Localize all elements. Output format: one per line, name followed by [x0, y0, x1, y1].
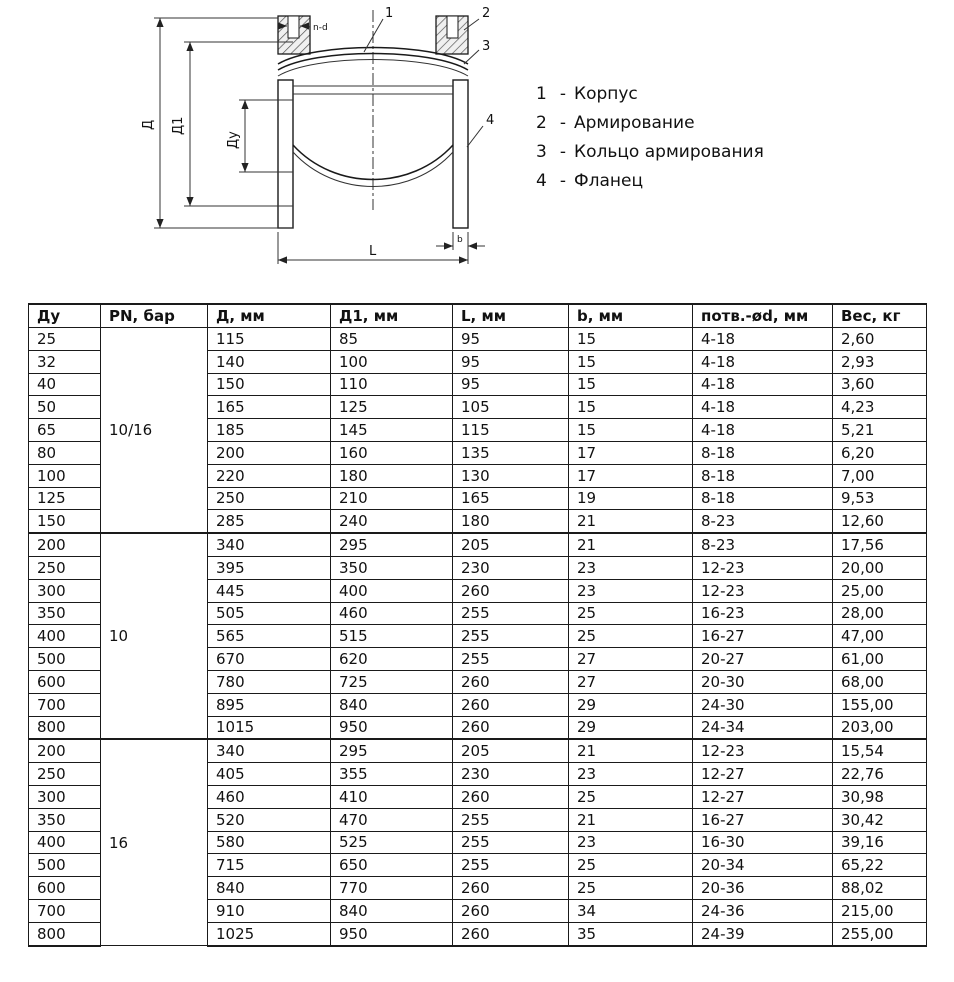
cell-b: 17 — [569, 464, 693, 487]
legend — [536, 84, 764, 200]
cell-holes: 8-18 — [693, 487, 833, 510]
cell-b: 25 — [569, 602, 693, 625]
cell-b: 23 — [569, 763, 693, 786]
cell-l: 260 — [453, 877, 569, 900]
cell-b: 29 — [569, 693, 693, 716]
dim-d — [141, 18, 293, 228]
cell-b: 34 — [569, 899, 693, 922]
cell-b: 27 — [569, 670, 693, 693]
cell-d1: 180 — [331, 464, 453, 487]
cell-l: 230 — [453, 763, 569, 786]
cell-d1: 210 — [331, 487, 453, 510]
cell-du: 40 — [29, 373, 101, 396]
cell-d1: 470 — [331, 808, 453, 831]
legend-item-dash: - — [559, 113, 567, 133]
dim-d1-label: Д1 — [171, 116, 186, 135]
cell-holes: 16-27 — [693, 625, 833, 648]
cell-b: 25 — [569, 785, 693, 808]
cell-holes: 16-23 — [693, 602, 833, 625]
cell-d: 445 — [208, 579, 331, 602]
callout-4 — [467, 113, 494, 147]
legend-item-number: 1 — [536, 84, 547, 104]
cell-l: 255 — [453, 854, 569, 877]
cell-d1: 400 — [331, 579, 453, 602]
cell-holes: 24-36 — [693, 899, 833, 922]
cell-weight: 39,16 — [833, 831, 927, 854]
cell-d: 140 — [208, 350, 331, 373]
cell-weight: 7,00 — [833, 464, 927, 487]
cell-weight: 2,93 — [833, 350, 927, 373]
cell-b: 21 — [569, 533, 693, 556]
cell-du: 250 — [29, 556, 101, 579]
legend-item — [536, 142, 764, 162]
cell-holes: 20-27 — [693, 648, 833, 671]
cell-d1: 145 — [331, 419, 453, 442]
cell-holes: 12-23 — [693, 556, 833, 579]
cell-l: 105 — [453, 396, 569, 419]
cell-d1: 160 — [331, 441, 453, 464]
cell-du: 32 — [29, 350, 101, 373]
cell-weight: 3,60 — [833, 373, 927, 396]
legend-item-dash: - — [559, 84, 567, 104]
cell-b: 15 — [569, 419, 693, 442]
cell-holes: 24-30 — [693, 693, 833, 716]
cell-d: 565 — [208, 625, 331, 648]
cell-holes: 20-36 — [693, 877, 833, 900]
cell-d: 115 — [208, 328, 331, 351]
cell-d: 670 — [208, 648, 331, 671]
cell-holes: 8-18 — [693, 464, 833, 487]
cell-weight: 65,22 — [833, 854, 927, 877]
cell-l: 205 — [453, 533, 569, 556]
cell-d1: 840 — [331, 693, 453, 716]
cell-weight: 25,00 — [833, 579, 927, 602]
cell-du: 250 — [29, 763, 101, 786]
table-header-row — [29, 304, 927, 328]
cell-b: 15 — [569, 396, 693, 419]
cell-du: 800 — [29, 922, 101, 945]
cell-l: 255 — [453, 625, 569, 648]
cell-d1: 725 — [331, 670, 453, 693]
cell-l: 255 — [453, 648, 569, 671]
col-header-weight: Вес, кг — [833, 304, 927, 328]
cell-holes: 8-23 — [693, 510, 833, 533]
cell-du: 25 — [29, 328, 101, 351]
cell-l: 135 — [453, 441, 569, 464]
legend-item-label: Фланец — [574, 171, 644, 191]
cell-du: 400 — [29, 625, 101, 648]
dim-b-label: b — [457, 235, 463, 245]
cell-d1: 650 — [331, 854, 453, 877]
legend-item-number: 4 — [536, 171, 547, 191]
cell-du: 600 — [29, 670, 101, 693]
cell-b: 25 — [569, 854, 693, 877]
cell-holes: 16-30 — [693, 831, 833, 854]
cell-pn: 10/16 — [101, 328, 208, 534]
cell-d: 250 — [208, 487, 331, 510]
cell-weight: 15,54 — [833, 739, 927, 762]
cell-d: 505 — [208, 602, 331, 625]
cell-l: 180 — [453, 510, 569, 533]
dim-l-label: L — [369, 244, 377, 259]
cell-holes: 12-23 — [693, 739, 833, 762]
cell-du: 300 — [29, 785, 101, 808]
cell-du: 125 — [29, 487, 101, 510]
cell-d1: 620 — [331, 648, 453, 671]
table-row — [29, 328, 927, 351]
cell-d1: 355 — [331, 763, 453, 786]
col-header-holes: потв.-ød, мм — [693, 304, 833, 328]
cell-du: 500 — [29, 648, 101, 671]
cell-d1: 525 — [331, 831, 453, 854]
callout-4-label: 4 — [486, 113, 495, 128]
cell-b: 21 — [569, 510, 693, 533]
cell-d: 520 — [208, 808, 331, 831]
col-header-d1: Д1, мм — [331, 304, 453, 328]
drawing-section — [130, 2, 530, 286]
cell-weight: 28,00 — [833, 602, 927, 625]
cell-pn: 16 — [101, 739, 208, 945]
cell-d: 1025 — [208, 922, 331, 945]
cell-b: 25 — [569, 877, 693, 900]
spec-table-body — [29, 328, 927, 946]
cell-l: 205 — [453, 739, 569, 762]
cell-l: 255 — [453, 831, 569, 854]
cell-b: 19 — [569, 487, 693, 510]
cell-d1: 100 — [331, 350, 453, 373]
cell-d: 220 — [208, 464, 331, 487]
col-header-l: L, мм — [453, 304, 569, 328]
col-header-b: b, мм — [569, 304, 693, 328]
dim-nd-label: n-d — [313, 23, 328, 33]
cell-l: 260 — [453, 716, 569, 739]
cell-holes: 4-18 — [693, 419, 833, 442]
legend-item-number: 2 — [536, 113, 547, 133]
cell-d: 285 — [208, 510, 331, 533]
cell-holes: 8-18 — [693, 441, 833, 464]
legend-item-label: Кольцо армирования — [574, 142, 764, 162]
cell-holes: 12-27 — [693, 785, 833, 808]
legend-item — [536, 171, 764, 191]
cell-d1: 295 — [331, 533, 453, 556]
cell-holes: 4-18 — [693, 373, 833, 396]
cell-weight: 22,76 — [833, 763, 927, 786]
cell-l: 260 — [453, 693, 569, 716]
cell-l: 260 — [453, 899, 569, 922]
cell-d1: 410 — [331, 785, 453, 808]
cell-d1: 110 — [331, 373, 453, 396]
cell-du: 700 — [29, 693, 101, 716]
cell-d: 150 — [208, 373, 331, 396]
cell-d: 895 — [208, 693, 331, 716]
legend-item-number: 3 — [536, 142, 547, 162]
cell-d1: 950 — [331, 716, 453, 739]
cell-d: 780 — [208, 670, 331, 693]
cell-weight: 68,00 — [833, 670, 927, 693]
cell-d: 185 — [208, 419, 331, 442]
cell-d: 395 — [208, 556, 331, 579]
cell-weight: 12,60 — [833, 510, 927, 533]
cell-l: 95 — [453, 328, 569, 351]
legend-item — [536, 113, 764, 133]
cell-b: 15 — [569, 328, 693, 351]
cell-holes: 16-27 — [693, 808, 833, 831]
cell-d: 200 — [208, 441, 331, 464]
cell-d: 165 — [208, 396, 331, 419]
table-row — [29, 533, 927, 556]
cell-b: 17 — [569, 441, 693, 464]
cell-du: 700 — [29, 899, 101, 922]
cell-pn: 10 — [101, 533, 208, 739]
cell-weight: 88,02 — [833, 877, 927, 900]
cell-d1: 840 — [331, 899, 453, 922]
cell-b: 21 — [569, 808, 693, 831]
cell-d1: 350 — [331, 556, 453, 579]
cell-du: 800 — [29, 716, 101, 739]
cell-l: 255 — [453, 808, 569, 831]
dim-du-label: Ду — [226, 131, 241, 149]
cell-d1: 85 — [331, 328, 453, 351]
cell-b: 25 — [569, 625, 693, 648]
dim-b — [436, 232, 485, 250]
callout-1 — [364, 6, 393, 52]
cell-b: 23 — [569, 556, 693, 579]
cell-l: 115 — [453, 419, 569, 442]
table-row — [29, 739, 927, 762]
cell-l: 95 — [453, 350, 569, 373]
dim-d1 — [171, 42, 293, 206]
spec-table — [28, 303, 927, 947]
cell-weight: 17,56 — [833, 533, 927, 556]
col-header-du: Ду — [29, 304, 101, 328]
cell-du: 80 — [29, 441, 101, 464]
callout-1-label: 1 — [385, 6, 394, 21]
cell-weight: 255,00 — [833, 922, 927, 945]
cell-du: 400 — [29, 831, 101, 854]
dim-l — [278, 232, 468, 264]
cell-holes: 24-34 — [693, 716, 833, 739]
cell-l: 230 — [453, 556, 569, 579]
cell-d: 1015 — [208, 716, 331, 739]
cell-weight: 20,00 — [833, 556, 927, 579]
cell-d1: 515 — [331, 625, 453, 648]
legend-item-dash: - — [559, 171, 567, 191]
cell-holes: 4-18 — [693, 396, 833, 419]
cell-b: 27 — [569, 648, 693, 671]
cell-d1: 125 — [331, 396, 453, 419]
cell-d: 340 — [208, 739, 331, 762]
cell-weight: 30,42 — [833, 808, 927, 831]
legend-item-label: Армирование — [574, 113, 695, 133]
cell-holes: 4-18 — [693, 328, 833, 351]
cell-weight: 203,00 — [833, 716, 927, 739]
cell-l: 130 — [453, 464, 569, 487]
cell-weight: 4,23 — [833, 396, 927, 419]
cell-weight: 9,53 — [833, 487, 927, 510]
cell-du: 200 — [29, 739, 101, 762]
cell-du: 300 — [29, 579, 101, 602]
legend-item — [536, 84, 764, 104]
cell-weight: 2,60 — [833, 328, 927, 351]
cell-weight: 61,00 — [833, 648, 927, 671]
cell-weight: 215,00 — [833, 899, 927, 922]
cell-du: 350 — [29, 808, 101, 831]
cell-d: 340 — [208, 533, 331, 556]
cell-b: 29 — [569, 716, 693, 739]
cell-du: 600 — [29, 877, 101, 900]
cell-b: 35 — [569, 922, 693, 945]
col-header-d: Д, мм — [208, 304, 331, 328]
flange-section-left — [278, 16, 310, 54]
cell-d1: 950 — [331, 922, 453, 945]
cell-holes: 20-34 — [693, 854, 833, 877]
cell-du: 500 — [29, 854, 101, 877]
cell-l: 255 — [453, 602, 569, 625]
cell-holes: 12-27 — [693, 763, 833, 786]
cell-du: 100 — [29, 464, 101, 487]
cell-d1: 460 — [331, 602, 453, 625]
technical-drawing — [130, 2, 530, 282]
cell-b: 23 — [569, 579, 693, 602]
cell-d1: 770 — [331, 877, 453, 900]
cell-weight: 5,21 — [833, 419, 927, 442]
cell-l: 260 — [453, 579, 569, 602]
cell-b: 21 — [569, 739, 693, 762]
cell-weight: 6,20 — [833, 441, 927, 464]
cell-l: 260 — [453, 922, 569, 945]
cell-weight: 155,00 — [833, 693, 927, 716]
cell-l: 260 — [453, 785, 569, 808]
callout-2-label: 2 — [482, 6, 491, 21]
cell-d1: 295 — [331, 739, 453, 762]
cell-weight: 30,98 — [833, 785, 927, 808]
cell-b: 15 — [569, 373, 693, 396]
cell-holes: 24-39 — [693, 922, 833, 945]
cell-du: 50 — [29, 396, 101, 419]
cell-holes: 4-18 — [693, 350, 833, 373]
cell-du: 350 — [29, 602, 101, 625]
cell-holes: 12-23 — [693, 579, 833, 602]
cell-l: 165 — [453, 487, 569, 510]
cell-d: 405 — [208, 763, 331, 786]
cell-d: 840 — [208, 877, 331, 900]
cell-weight: 47,00 — [833, 625, 927, 648]
cell-d: 460 — [208, 785, 331, 808]
cell-du: 65 — [29, 419, 101, 442]
cell-holes: 20-30 — [693, 670, 833, 693]
cell-holes: 8-23 — [693, 533, 833, 556]
cell-d1: 240 — [331, 510, 453, 533]
cell-du: 200 — [29, 533, 101, 556]
cell-l: 260 — [453, 670, 569, 693]
cell-d: 910 — [208, 899, 331, 922]
cell-b: 15 — [569, 350, 693, 373]
legend-item-dash: - — [559, 142, 567, 162]
callout-3-label: 3 — [482, 39, 491, 54]
dim-d-label: Д — [141, 119, 156, 130]
cell-du: 150 — [29, 510, 101, 533]
cell-b: 23 — [569, 831, 693, 854]
cell-d: 715 — [208, 854, 331, 877]
col-header-pn: PN, бар — [101, 304, 208, 328]
flange-section-right — [436, 16, 468, 54]
cell-l: 95 — [453, 373, 569, 396]
flange-plate-right — [453, 80, 468, 228]
legend-item-label: Корпус — [574, 84, 638, 104]
cell-d: 580 — [208, 831, 331, 854]
